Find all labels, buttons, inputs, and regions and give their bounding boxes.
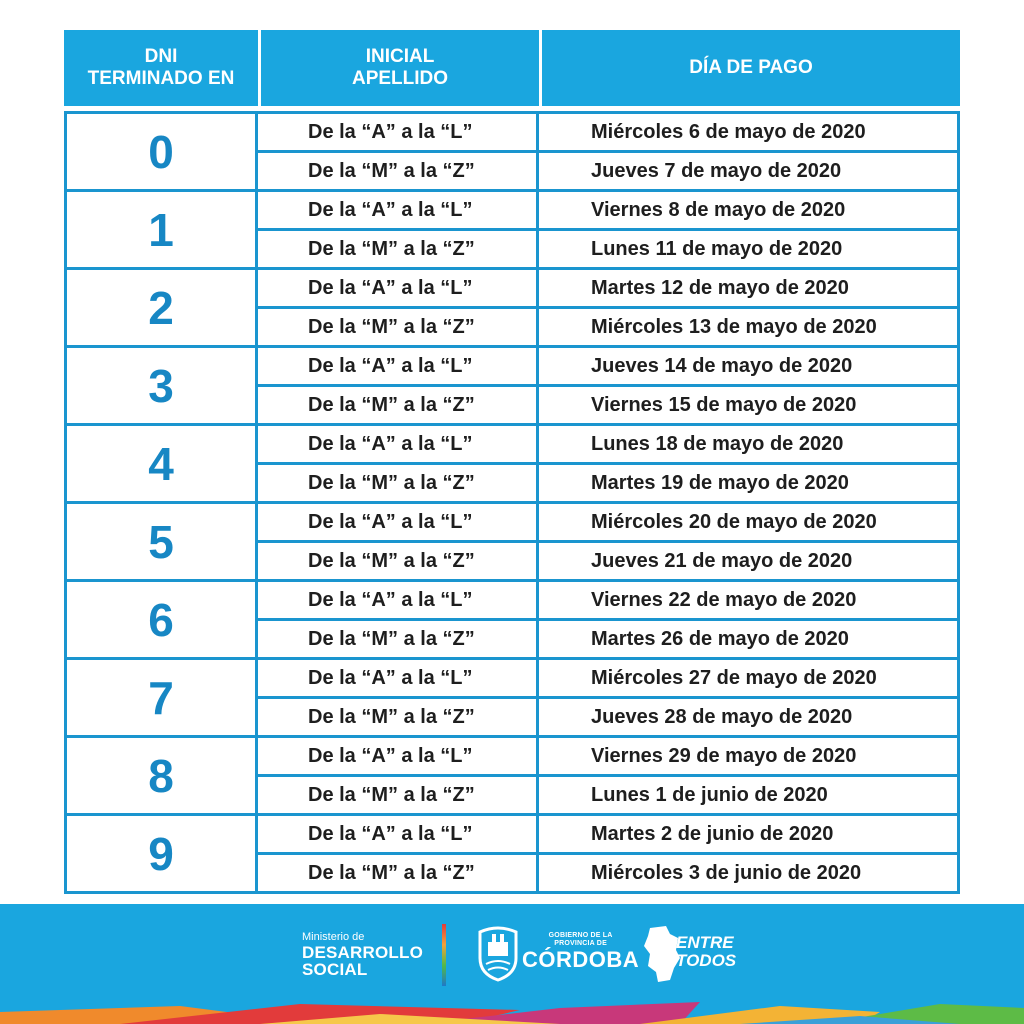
dni-group <box>67 345 957 423</box>
group-rows <box>258 660 957 735</box>
table-row <box>258 192 957 228</box>
ministerio-logo <box>302 931 423 978</box>
decorative-stripes <box>0 1002 1024 1024</box>
table-header <box>64 30 960 106</box>
schedule-table <box>64 111 960 894</box>
payment-date: Lunes 18 de mayo de 2020 <box>591 432 844 455</box>
gobierno-line2: PROVINCIA DE <box>554 940 607 947</box>
entre-todos-logo <box>676 934 736 970</box>
payment-date: Jueves 28 de mayo de 2020 <box>591 705 853 728</box>
gobierno-cordoba-logo <box>522 932 639 972</box>
payment-date: Miércoles 27 de mayo de 2020 <box>591 666 877 689</box>
gobierno-line1: GOBIERNO DE LA <box>548 932 613 939</box>
initial-range: De la “A” a la “L” <box>258 270 539 306</box>
table-row <box>258 348 957 384</box>
payment-date: Martes 2 de junio de 2020 <box>591 822 834 845</box>
payment-date: Martes 19 de mayo de 2020 <box>591 471 849 494</box>
payment-date: Miércoles 20 de mayo de 2020 <box>591 510 877 533</box>
header-initial-line2: APELLIDO <box>351 68 449 89</box>
ministerio-line1: DESARROLLO <box>302 943 423 962</box>
group-rows <box>258 426 957 501</box>
header-payday <box>539 30 960 106</box>
header-dni <box>64 30 258 106</box>
footer-bar <box>0 904 1024 1024</box>
payment-date: Martes 26 de mayo de 2020 <box>591 627 849 650</box>
payment-date: Viernes 22 de mayo de 2020 <box>591 588 857 611</box>
dni-group <box>67 657 957 735</box>
table-row <box>258 150 957 189</box>
header-initial-line1: INICIAL <box>365 46 435 67</box>
dni-digit: 8 <box>67 738 258 813</box>
entre-line1: ENTRE <box>676 933 734 952</box>
dni-group <box>67 501 957 579</box>
dni-group <box>67 813 957 891</box>
initial-range: De la “M” a la “Z” <box>258 855 539 891</box>
table-row <box>258 774 957 813</box>
entre-line2: TODOS <box>676 951 737 970</box>
table-row <box>258 384 957 423</box>
payment-date: Lunes 11 de mayo de 2020 <box>591 237 843 260</box>
dni-group <box>67 423 957 501</box>
dni-digit: 9 <box>67 816 258 891</box>
initial-range: De la “A” a la “L” <box>258 660 539 696</box>
table-row <box>258 582 957 618</box>
dni-group <box>67 189 957 267</box>
dni-digit: 1 <box>67 192 258 267</box>
initial-range: De la “M” a la “Z” <box>258 621 539 657</box>
initial-range: De la “A” a la “L” <box>258 114 539 150</box>
payment-date: Miércoles 3 de junio de 2020 <box>591 861 862 884</box>
initial-range: De la “A” a la “L” <box>258 192 539 228</box>
dni-digit: 6 <box>67 582 258 657</box>
table-row <box>258 852 957 891</box>
group-rows <box>258 738 957 813</box>
table-row <box>258 540 957 579</box>
table-row <box>258 738 957 774</box>
dni-digit: 0 <box>67 114 258 189</box>
payment-date: Viernes 8 de mayo de 2020 <box>591 198 846 221</box>
payment-date: Jueves 14 de mayo de 2020 <box>591 354 853 377</box>
dni-group <box>67 579 957 657</box>
initial-range: De la “A” a la “L” <box>258 348 539 384</box>
initial-range: De la “A” a la “L” <box>258 582 539 618</box>
table-row <box>258 462 957 501</box>
table-row <box>258 114 957 150</box>
initial-range: De la “M” a la “Z” <box>258 231 539 267</box>
gobierno-cordoba-text: CÓRDOBA <box>522 947 640 972</box>
payment-date: Jueves 7 de mayo de 2020 <box>591 159 842 182</box>
provincial-shield-icon <box>474 924 522 982</box>
initial-range: De la “M” a la “Z” <box>258 777 539 813</box>
initial-range: De la “M” a la “Z” <box>258 153 539 189</box>
table-row <box>258 618 957 657</box>
initial-range: De la “M” a la “Z” <box>258 309 539 345</box>
dni-digit: 2 <box>67 270 258 345</box>
ministerio-line2: SOCIAL <box>302 960 368 979</box>
table-row <box>258 270 957 306</box>
initial-range: De la “A” a la “L” <box>258 738 539 774</box>
table-row <box>258 660 957 696</box>
dni-digit: 5 <box>67 504 258 579</box>
initial-range: De la “M” a la “Z” <box>258 543 539 579</box>
table-row <box>258 504 957 540</box>
payment-date: Lunes 1 de junio de 2020 <box>591 783 828 806</box>
dni-group <box>67 114 957 189</box>
group-rows <box>258 270 957 345</box>
group-rows <box>258 192 957 267</box>
initial-range: De la “M” a la “Z” <box>258 465 539 501</box>
group-rows <box>258 816 957 891</box>
header-dni-line1: DNI <box>144 46 178 67</box>
group-rows <box>258 582 957 657</box>
dni-digit: 4 <box>67 426 258 501</box>
dni-group <box>67 735 957 813</box>
payment-date: Miércoles 6 de mayo de 2020 <box>591 120 866 143</box>
header-payday-label: DÍA DE PAGO <box>689 57 813 78</box>
initial-range: De la “A” a la “L” <box>258 504 539 540</box>
initial-range: De la “A” a la “L” <box>258 426 539 462</box>
payment-date: Miércoles 13 de mayo de 2020 <box>591 315 877 338</box>
payment-date: Viernes 29 de mayo de 2020 <box>591 744 857 767</box>
group-rows <box>258 504 957 579</box>
dni-digit: 3 <box>67 348 258 423</box>
payment-date: Martes 12 de mayo de 2020 <box>591 276 849 299</box>
table-row <box>258 696 957 735</box>
dni-group <box>67 267 957 345</box>
initial-range: De la “M” a la “Z” <box>258 699 539 735</box>
table-row <box>258 816 957 852</box>
payment-date: Jueves 21 de mayo de 2020 <box>591 549 853 572</box>
ministerio-small-text: Ministerio de <box>302 931 365 943</box>
dni-digit: 7 <box>67 660 258 735</box>
payment-date: Viernes 15 de mayo de 2020 <box>591 393 857 416</box>
group-rows <box>258 348 957 423</box>
header-initial <box>258 30 539 106</box>
initial-range: De la “M” a la “Z” <box>258 387 539 423</box>
table-row <box>258 426 957 462</box>
header-dni-line2: TERMINADO EN <box>87 68 235 89</box>
group-rows <box>258 114 957 189</box>
color-divider <box>442 924 446 986</box>
table-row <box>258 228 957 267</box>
initial-range: De la “A” a la “L” <box>258 816 539 852</box>
table-row <box>258 306 957 345</box>
